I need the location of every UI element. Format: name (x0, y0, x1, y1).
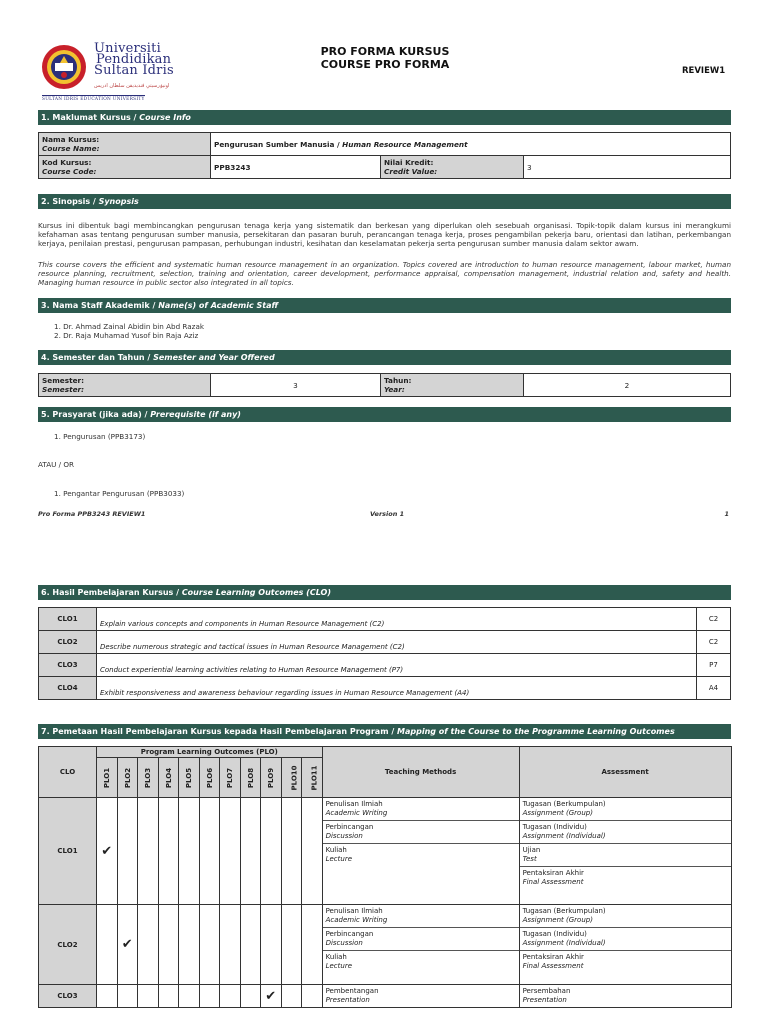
staff-list (54, 322, 204, 340)
assessment-cell (519, 798, 731, 905)
plo-column-header (179, 758, 200, 798)
plo-group-header: Program Learning Outcomes (PLO) (97, 747, 323, 758)
section-3-label-english: Name(s) of Academic Staff (158, 301, 279, 310)
teaching-method-item (323, 844, 519, 866)
prerequisite-list-1 (54, 432, 145, 441)
assessment-malay: Tugasan (Berkumpulan) (522, 800, 606, 808)
plo-cell (281, 905, 302, 985)
logo-line-1: Universiti (94, 41, 161, 56)
plo-column-header (302, 758, 323, 798)
logo-line-3: Sultan Idris (94, 63, 174, 78)
assessment-english: Assignment (Individual) (522, 939, 606, 947)
method-english: Lecture (325, 962, 352, 970)
plo-cell (117, 905, 138, 985)
section-2-label-malay: 2. Sinopsis / (41, 197, 99, 206)
assessment-item (520, 821, 731, 844)
review-label: REVIEW1 (682, 66, 726, 76)
synopsis-english: This course covers the efficient and systematic human resource management in an organization. Topics covered are introduction to human resource management, labour market, human resource planning, recruitment, selection, training and orientation, career development, performance appraisal, compensation management, industrial relation and, safety and health. Managing human resource in public sector also integrated in all topics. (38, 260, 731, 287)
section-1-label-malay: 1. Maklumat Kursus / (41, 113, 140, 122)
assessment-english: Assignment (Individual) (522, 832, 606, 840)
plo-cell (302, 985, 323, 1008)
assessment-malay: Pentaksiran Akhir (522, 869, 584, 877)
semester-label-english: Semester: (42, 385, 85, 394)
method-malay: Penulisan Ilmiah (325, 800, 383, 808)
semester-label (39, 374, 211, 397)
clo-domain: C2 (697, 631, 731, 654)
footer-version: Version 1 (370, 510, 405, 518)
checkmark-icon: ✔ (101, 843, 113, 859)
method-malay: Kuliah (325, 846, 347, 854)
course-code-value: PPB3243 (211, 156, 381, 179)
semester-table (38, 373, 731, 397)
plo-cell (199, 798, 220, 905)
plo-cell (117, 985, 138, 1008)
clo-column-header: CLO (39, 747, 97, 798)
course-name-label-english: Course Name: (42, 144, 100, 153)
staff-item: 1. Dr. Ahmad Zainal Abidin bin Abd Razak (54, 322, 205, 331)
plo-cell (199, 905, 220, 985)
plo-label: PLO2 (123, 767, 132, 788)
plo-label: PLO9 (267, 767, 276, 788)
plo-column-header (97, 758, 118, 798)
course-name-label (39, 133, 211, 156)
method-malay: Pembentangan (325, 987, 379, 995)
teaching-method-item (323, 821, 519, 844)
method-english: Discussion (325, 832, 363, 840)
method-english: Presentation (325, 996, 370, 1004)
course-info-table (38, 132, 731, 179)
section-3-label-malay: 3. Nama Staff Akademik / (41, 301, 159, 310)
plo-cell (302, 905, 323, 985)
section-7-label-english: Mapping of the Course to the Programme Learning Outcomes (397, 727, 675, 736)
year-label (381, 374, 524, 397)
university-seal-icon (41, 44, 87, 90)
teaching-methods-header: Teaching Methods (322, 747, 519, 798)
plo-cell (117, 798, 138, 905)
teaching-method-item (323, 951, 519, 973)
clo-description: Describe numerous strategic and tactical issues in Human Resource Management (C2) (97, 631, 697, 654)
assessment-english: Final Assessment (522, 962, 584, 970)
assessment-malay: Ujian (522, 846, 541, 854)
assessment-english: Assignment (Group) (522, 809, 593, 817)
clo-row (39, 677, 731, 700)
method-english: Lecture (325, 855, 352, 863)
document-title (290, 45, 480, 71)
mapping-clo-code: CLO1 (39, 798, 97, 905)
plo-cell (302, 798, 323, 905)
section-5-label-english: Prerequisite (if any) (150, 410, 241, 419)
plo-label: PLO1 (103, 767, 112, 788)
plo-cell (179, 798, 200, 905)
method-english: Academic Writing (325, 809, 388, 817)
university-logo (38, 40, 198, 102)
clo-description: Explain various concepts and components in Human Resource Management (C2) (97, 608, 697, 631)
plo-cell (220, 905, 241, 985)
clo-domain: P7 (697, 654, 731, 677)
section-4-label-malay: 4. Semester dan Tahun / (41, 353, 154, 362)
mapping-clo-code: CLO2 (39, 905, 97, 985)
assessment-item (520, 905, 731, 928)
teaching-methods-cell (322, 985, 519, 1008)
semester-value: 3 (211, 374, 381, 397)
credit-label-english: Credit Value: (384, 167, 438, 176)
teaching-method-item (323, 928, 519, 951)
plo-label: PLO8 (246, 767, 255, 788)
method-english: Discussion (325, 939, 363, 947)
checkmark-icon: ✔ (121, 937, 133, 952)
plo-column-header (261, 758, 282, 798)
plo-cell (158, 905, 179, 985)
plo-column-header (158, 758, 179, 798)
section-staff-heading (38, 298, 731, 313)
method-malay: Penulisan Ilmiah (325, 907, 383, 915)
plo-cell (97, 798, 118, 905)
clo-description: Conduct experiential learning activities relating to Human Resource Management (P7) (97, 654, 697, 677)
plo-cell (97, 905, 118, 985)
section-5-label-malay: 5. Prasyarat (jika ada) / (41, 410, 151, 419)
course-name-english: Human Resource Management (342, 139, 468, 149)
mapping-clo-code: CLO3 (39, 985, 97, 1008)
plo-cell (158, 985, 179, 1008)
assessment-malay: Tugasan (Individu) (522, 930, 587, 938)
course-code-label (39, 156, 211, 179)
clo-code: CLO2 (39, 631, 97, 654)
course-name-value (211, 133, 731, 156)
section-7-label-malay: 7. Pemetaan Hasil Pembelajaran Kursus kepada Hasil Pembelajaran Program / (41, 727, 398, 736)
clo-domain: C2 (697, 608, 731, 631)
section-semester-heading (38, 350, 731, 365)
assessment-item (520, 985, 731, 1007)
assessment-item (520, 867, 731, 889)
plo-cell (138, 905, 159, 985)
logo-subtitle: SULTAN IDRIS EDUCATION UNIVERSITY (42, 97, 145, 102)
clo-row (39, 654, 731, 677)
assessment-item (520, 928, 731, 951)
year-value: 2 (524, 374, 731, 397)
mapping-row (39, 985, 732, 1008)
assessment-item (520, 798, 731, 821)
prerequisite-item: 1. Pengurusan (PPB3173) (54, 432, 146, 441)
clo-code: CLO4 (39, 677, 97, 700)
plo-column-header (281, 758, 302, 798)
synopsis-malay: Kursus ini dibentuk bagi membincangkan pengurusan tenaga kerja yang sistematik dan berkesan yang diperlukan oleh sesebuah organisasi. Topik-topik dalam kursus ini merangkumi kefahaman asas tentang pengurusan sumber manusia, persekitaran dan pasaran buruh, perancangan tenaga kerja, proses pengambilan pekerja baru, orientasi dan latihan, perkembangan kerjaya, penilaian prestasi, pengurusan pampasan, perhubungan industri, kesihatan dan keselamatan pekerja serta pengurusan sumber manusia dalam sektor awam. (38, 221, 731, 248)
assessment-cell (519, 905, 731, 985)
section-4-label-english: Semester and Year Offered (153, 353, 275, 362)
checkmark-icon: ✔ (265, 988, 277, 1004)
section-1-label-english: Course Info (139, 113, 191, 122)
assessment-english: Test (522, 855, 537, 863)
plo-cell (281, 798, 302, 905)
plo-label: PLO5 (185, 767, 194, 788)
plo-cell (199, 985, 220, 1008)
plo-cell (97, 985, 118, 1008)
mapping-row (39, 798, 732, 905)
credit-value: 3 (524, 156, 731, 179)
plo-label: PLO3 (144, 767, 153, 788)
clo-row (39, 608, 731, 631)
clo-description: Exhibit responsiveness and awareness behaviour regarding issues in Human Resource Management (A4) (97, 677, 697, 700)
teaching-method-item (323, 798, 519, 821)
assessment-header: Assessment (519, 747, 731, 798)
plo-label: PLO6 (205, 767, 214, 788)
credit-value-label (381, 156, 524, 179)
plo-cell (220, 798, 241, 905)
plo-mapping-table (38, 746, 732, 1008)
title-english: COURSE PRO FORMA (320, 58, 450, 71)
assessment-english: Assignment (Group) (522, 916, 593, 924)
assessment-english: Final Assessment (522, 878, 584, 886)
method-malay: Perbincangan (325, 823, 374, 831)
teaching-methods-cell (322, 798, 519, 905)
method-malay: Perbincangan (325, 930, 374, 938)
plo-column-header (117, 758, 138, 798)
course-code-label-english: Course Code: (42, 167, 97, 176)
logo-wordmark (94, 43, 174, 76)
section-clo-heading (38, 585, 731, 600)
assessment-cell (519, 985, 731, 1008)
course-code-label-malay: Kod Kursus: (42, 158, 92, 167)
section-synopsis-heading (38, 194, 731, 209)
clo-table (38, 607, 731, 700)
assessment-malay: Persembahan (522, 987, 571, 995)
clo-code: CLO1 (39, 608, 97, 631)
year-label-malay: Tahun: (384, 376, 412, 385)
plo-cell (261, 798, 282, 905)
assessment-item (520, 844, 731, 867)
section-course-info-heading (38, 110, 731, 125)
page-footer (38, 510, 731, 518)
logo-arabic-text: اونيۏرسيتي ڤنديديقن سلطان ادريس (94, 83, 170, 89)
plo-cell (240, 985, 261, 1008)
plo-label: PLO4 (164, 767, 173, 788)
plo-cell (179, 985, 200, 1008)
footer-page-number: 1 (724, 510, 729, 518)
semester-label-malay: Semester: (42, 376, 85, 385)
prerequisite-or: ATAU / OR (38, 460, 75, 469)
method-malay: Kuliah (325, 953, 347, 961)
prerequisite-list-2 (54, 489, 184, 498)
plo-cell (220, 985, 241, 1008)
assessment-malay: Tugasan (Berkumpulan) (522, 907, 606, 915)
plo-cell (138, 798, 159, 905)
section-mapping-heading (38, 724, 731, 739)
plo-cell (240, 798, 261, 905)
credit-label-malay: Nilai Kredit: (384, 158, 434, 167)
assessment-item (520, 951, 731, 973)
section-6-label-english: Course Learning Outcomes (CLO) (181, 588, 331, 597)
plo-column-header (220, 758, 241, 798)
staff-item: 2. Dr. Raja Muhamad Yusof bin Raja Aziz (54, 331, 199, 340)
plo-label: PLO7 (226, 767, 235, 788)
teaching-methods-cell (322, 905, 519, 985)
logo-line-2: Pendidikan (96, 52, 172, 67)
teaching-method-item (323, 985, 519, 1007)
section-6-label-malay: 6. Hasil Pembelajaran Kursus / (41, 588, 182, 597)
plo-column-header (240, 758, 261, 798)
plo-cell (261, 985, 282, 1008)
plo-cell (240, 905, 261, 985)
plo-cell (179, 905, 200, 985)
method-english: Academic Writing (325, 916, 388, 924)
assessment-malay: Pentaksiran Akhir (522, 953, 584, 961)
clo-code: CLO3 (39, 654, 97, 677)
title-malay: PRO FORMA KURSUS (320, 45, 450, 58)
section-prerequisite-heading (38, 407, 731, 422)
plo-label: PLO10 (290, 764, 299, 791)
mapping-row (39, 905, 732, 985)
plo-label: PLO11 (310, 764, 319, 791)
section-2-label-english: Synopsis (98, 197, 139, 206)
plo-column-header (138, 758, 159, 798)
teaching-method-item (323, 905, 519, 928)
clo-row (39, 631, 731, 654)
assessment-english: Presentation (522, 996, 567, 1004)
year-label-english: Year: (384, 385, 405, 394)
footer-doc-id: Pro Forma PPB3243 REVIEW1 (38, 510, 146, 518)
plo-column-header (199, 758, 220, 798)
plo-cell (261, 905, 282, 985)
prerequisite-item: 1. Pengantar Pengurusan (PPB3033) (54, 489, 185, 498)
course-name-label-malay: Nama Kursus: (42, 135, 100, 144)
assessment-malay: Tugasan (Individu) (522, 823, 587, 831)
plo-cell (158, 798, 179, 905)
plo-cell (138, 985, 159, 1008)
plo-cell (281, 985, 302, 1008)
clo-domain: A4 (697, 677, 731, 700)
course-name-malay: Pengurusan Sumber Manusia / (214, 139, 343, 149)
